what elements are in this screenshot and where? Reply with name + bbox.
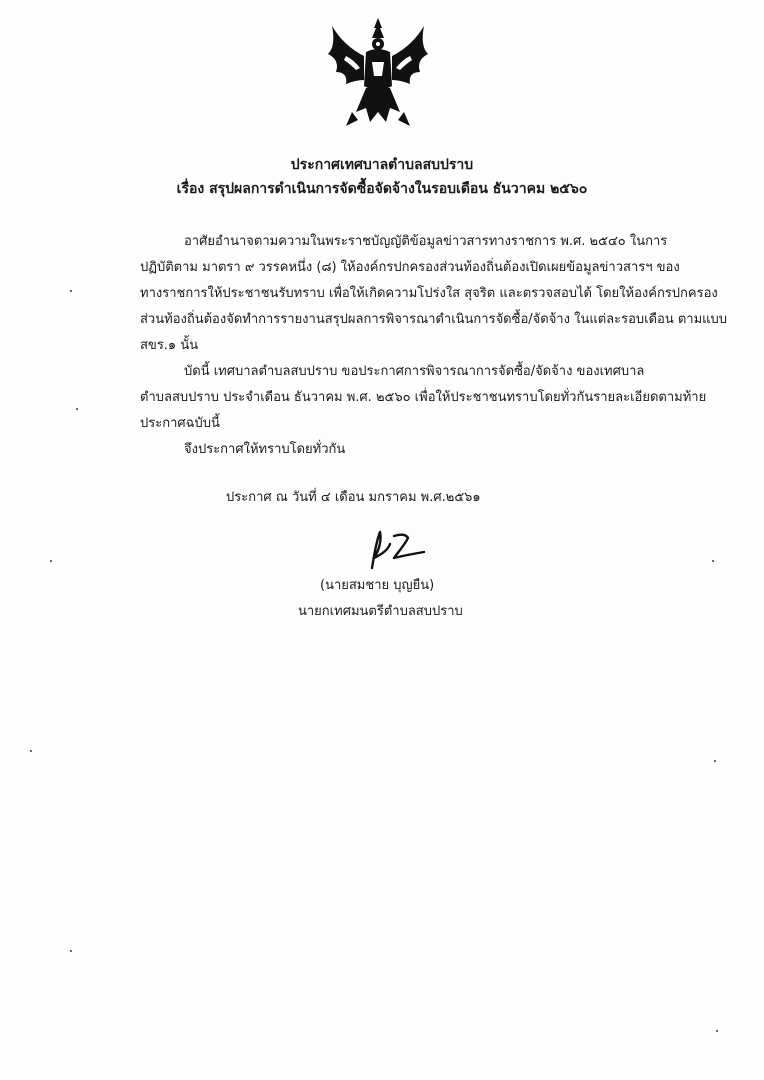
scan-speck [716, 1030, 718, 1032]
date-line: ประกาศ ณ วันที่ ๔ เดือน มกราคม พ.ศ.๒๕๖๑ [226, 490, 481, 505]
scan-speck [50, 560, 52, 562]
para2-line: ตำบลสบปราบ ประจำเดือน ธันวาคม พ.ศ. ๒๕๖๐ เพื่อให้ประชาชนทราบโดยทั่วกันรายละเอียดตามท้าย [140, 390, 707, 405]
closing-line: จึงประกาศให้ทราบโดยทั่วกัน [184, 442, 346, 457]
scan-speck [70, 290, 72, 292]
para2-line: ประกาศฉบับนี้ [140, 416, 220, 431]
para1-line: ปฏิบัติตาม มาตรา ๙ วรรคหนึ่ง (๘) ให้องค์กรปกครองส่วนท้องถิ่นต้องเปิดเผยข้อมูลข่าวสารฯ ของ [140, 260, 680, 275]
para1-line: สขร.๑ นั้น [140, 338, 199, 353]
scan-speck [76, 408, 78, 410]
para1-line: ทางราชการให้ประชาชนรับทราบ เพื่อให้เกิดความโปร่งใส สุจริต และตรวจสอบได้ โดยให้องค์กรปกครอง [140, 286, 718, 301]
para2-line: บัดนี้ เทศบาลตำบลสบปราบ ขอประกาศการพิจารณาการจัดซื้อ/จัดจ้าง ของเทศบาล [184, 364, 645, 379]
document-title: ประกาศเทศบาลตำบลสบปราบ [290, 157, 474, 173]
signer-position: นายกเทศมนตรีตำบลสบปราบ [298, 604, 463, 619]
scan-speck [714, 760, 716, 762]
garuda-emblem-icon [326, 16, 430, 130]
signature-icon [360, 528, 436, 572]
scan-speck [70, 950, 72, 952]
signer-name: (นายสมชาย บุญยืน) [320, 578, 435, 593]
scan-speck [712, 560, 714, 562]
para1-line: อาศัยอำนาจตามความในพระราชบัญญัติข้อมูลข่าวสารทางราชการ พ.ศ. ๒๕๔๐ ในการ [184, 234, 668, 249]
scan-speck [30, 750, 32, 752]
para1-line: ส่วนท้องถิ่นต้องจัดทำการรายงานสรุปผลการพิจารณาดำเนินการจัดซื้อ/จัดจ้าง ในแต่ละรอบเดือน ตามแบบ [140, 312, 728, 327]
document-subject: เรื่อง สรุปผลการดำเนินการจัดซื้อจัดจ้างในรอบเดือน ธันวาคม ๒๕๖๐ [176, 181, 588, 197]
